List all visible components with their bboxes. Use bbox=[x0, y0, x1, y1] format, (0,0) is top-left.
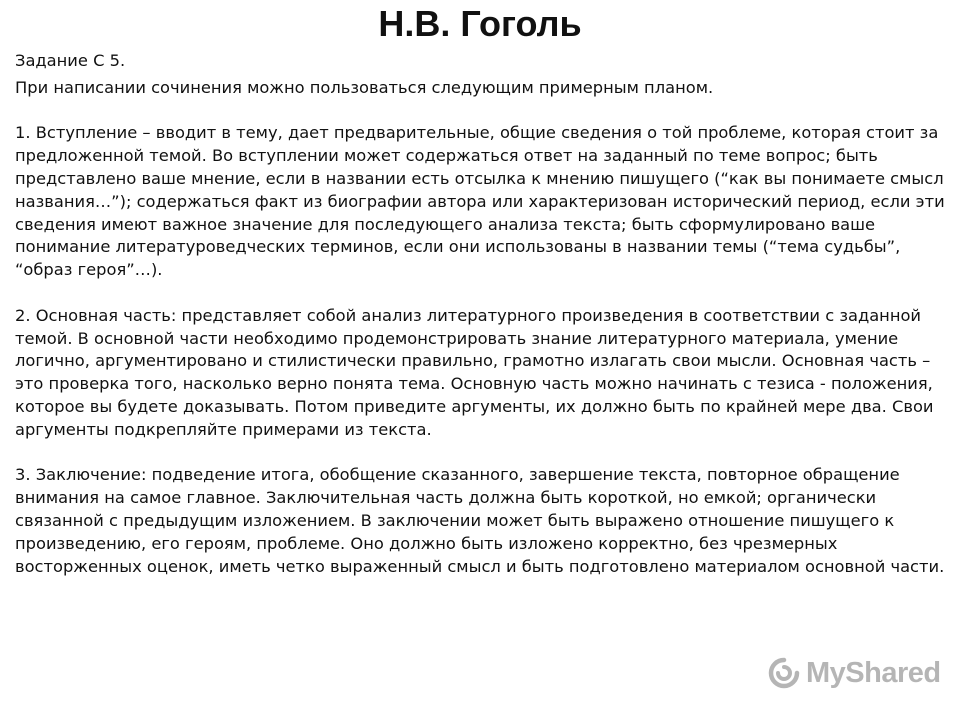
watermark bbox=[768, 655, 941, 691]
section-main-part: 2. Основная часть: представляет собой анализ литературного произведения в соответствии с заданной темой. В основной части необходимо продемонстрировать знание литературного материала, умение логично, аргументировано и стилистически правильно, грамотно излагать свои мысли. Основная часть – это проверка того, насколько верно понята тема. Основную часть можно начинать с тезиса - положения, которое вы будете доказывать. Потом приведите аргументы, их должно быть по крайней мере два. Свои аргументы подкрепляйте примерами из текста. bbox=[15, 305, 934, 439]
myshared-logo-icon bbox=[768, 657, 800, 689]
section-introduction: 1. Вступление – вводит в тему, дает предварительные, общие сведения о той проблеме, которая стоит за предложенной темой. Во вступлении может содержаться ответ на заданный по теме вопрос; быть представлено ваше мнение, если в названии есть отсылка к мнению пишущего (“как вы понимаете смысл названия…”); содержаться факт из биографии автора или характеризован исторический период, если эти сведения имеют важное значение для последующего анализа текста; быть сформулировано ваше понимание литературоведческих терминов, если они использованы в названии темы (“тема судьбы”, “образ героя”…). bbox=[15, 123, 945, 280]
intro-text: При написании сочинения можно пользоваться следующим примерным планом. bbox=[15, 77, 714, 97]
slide-title: Н.В. Гоголь bbox=[378, 3, 582, 44]
task-label: Задание С 5. bbox=[15, 51, 126, 70]
watermark-text: MyShared bbox=[806, 656, 941, 689]
slide-content bbox=[15, 50, 947, 578]
section-conclusion: 3. Заключение: подведение итога, обобщение сказанного, завершение текста, повторное обращение внимания на самое главное. Заключительная часть должна быть короткой, но емкой; органически связанной с предыдущим изложением. В заключении может быть выражено отношение пишущего к произведению, его героям, проблеме. Оно должно быть изложено корректно, без чрезмерных восторженных оценок, иметь четко выраженный смысл и быть подготовлено материалом основной части. bbox=[15, 465, 945, 576]
